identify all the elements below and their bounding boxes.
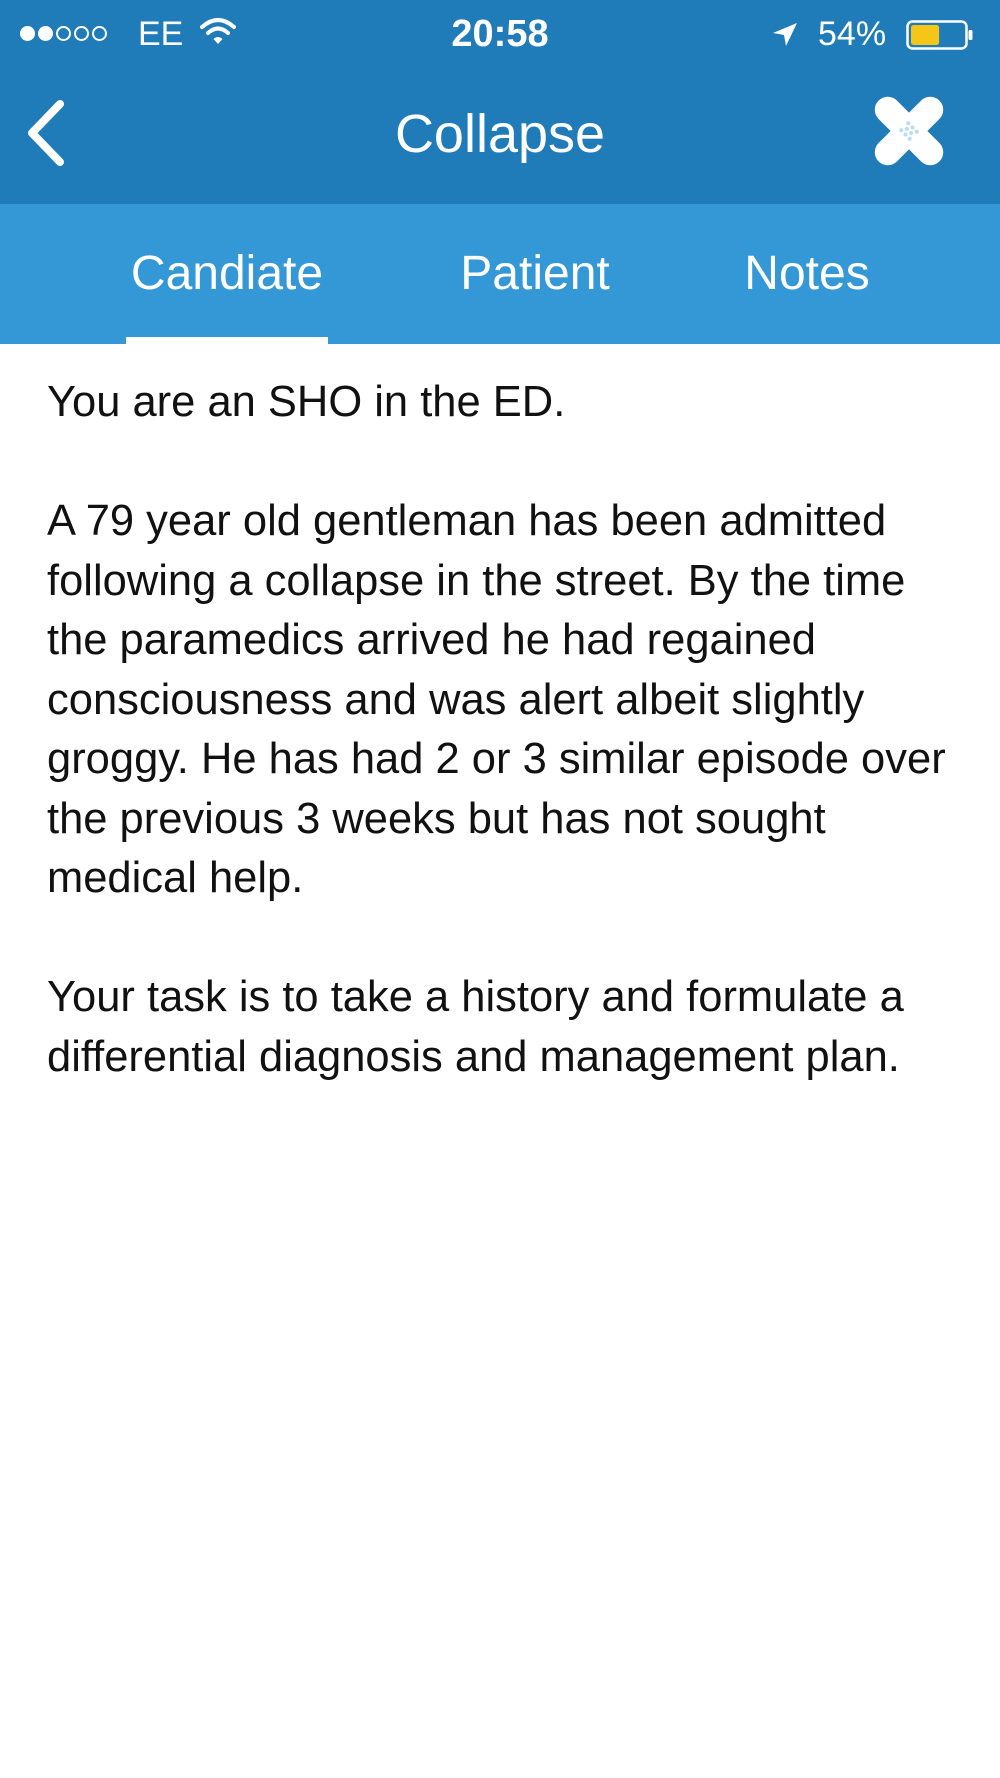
scenario-paragraph: Your task is to take a history and formulate a differential diagnosis and management plan. xyxy=(47,973,904,1081)
top-bar xyxy=(0,0,1000,204)
scenario-paragraph: A 79 year old gentleman has been admitted following a collapse in the street. By the time the paramedics arrived he had regained consciousness and was alert albeit slightly groggy. He has had 2 or 3 similar episode over the previous 3 weeks but has not sought medical help. xyxy=(47,497,946,902)
tab-bar xyxy=(0,204,1000,344)
scenario-text xyxy=(47,373,947,1147)
page-title: Collapse xyxy=(394,104,606,164)
scenario-paragraph: You are an SHO in the ED. xyxy=(47,378,566,426)
crossed-plasters-icon[interactable] xyxy=(868,90,950,172)
battery-percent: 54% xyxy=(818,15,887,53)
nav-bar xyxy=(0,70,1000,204)
status-bar xyxy=(0,0,1000,70)
carrier-name: EE xyxy=(138,15,184,53)
tab-notes[interactable] xyxy=(730,204,884,344)
tab-label: Notes xyxy=(744,247,870,300)
tab-candidate[interactable] xyxy=(126,204,328,344)
location-arrow-icon xyxy=(770,20,800,50)
selected-tab-indicator xyxy=(126,337,328,344)
status-time: 20:58 xyxy=(451,13,549,55)
tab-label: Candiate xyxy=(130,247,324,300)
tab-patient[interactable] xyxy=(450,204,620,344)
tab-label: Patient xyxy=(460,247,610,300)
battery-icon xyxy=(906,20,974,50)
